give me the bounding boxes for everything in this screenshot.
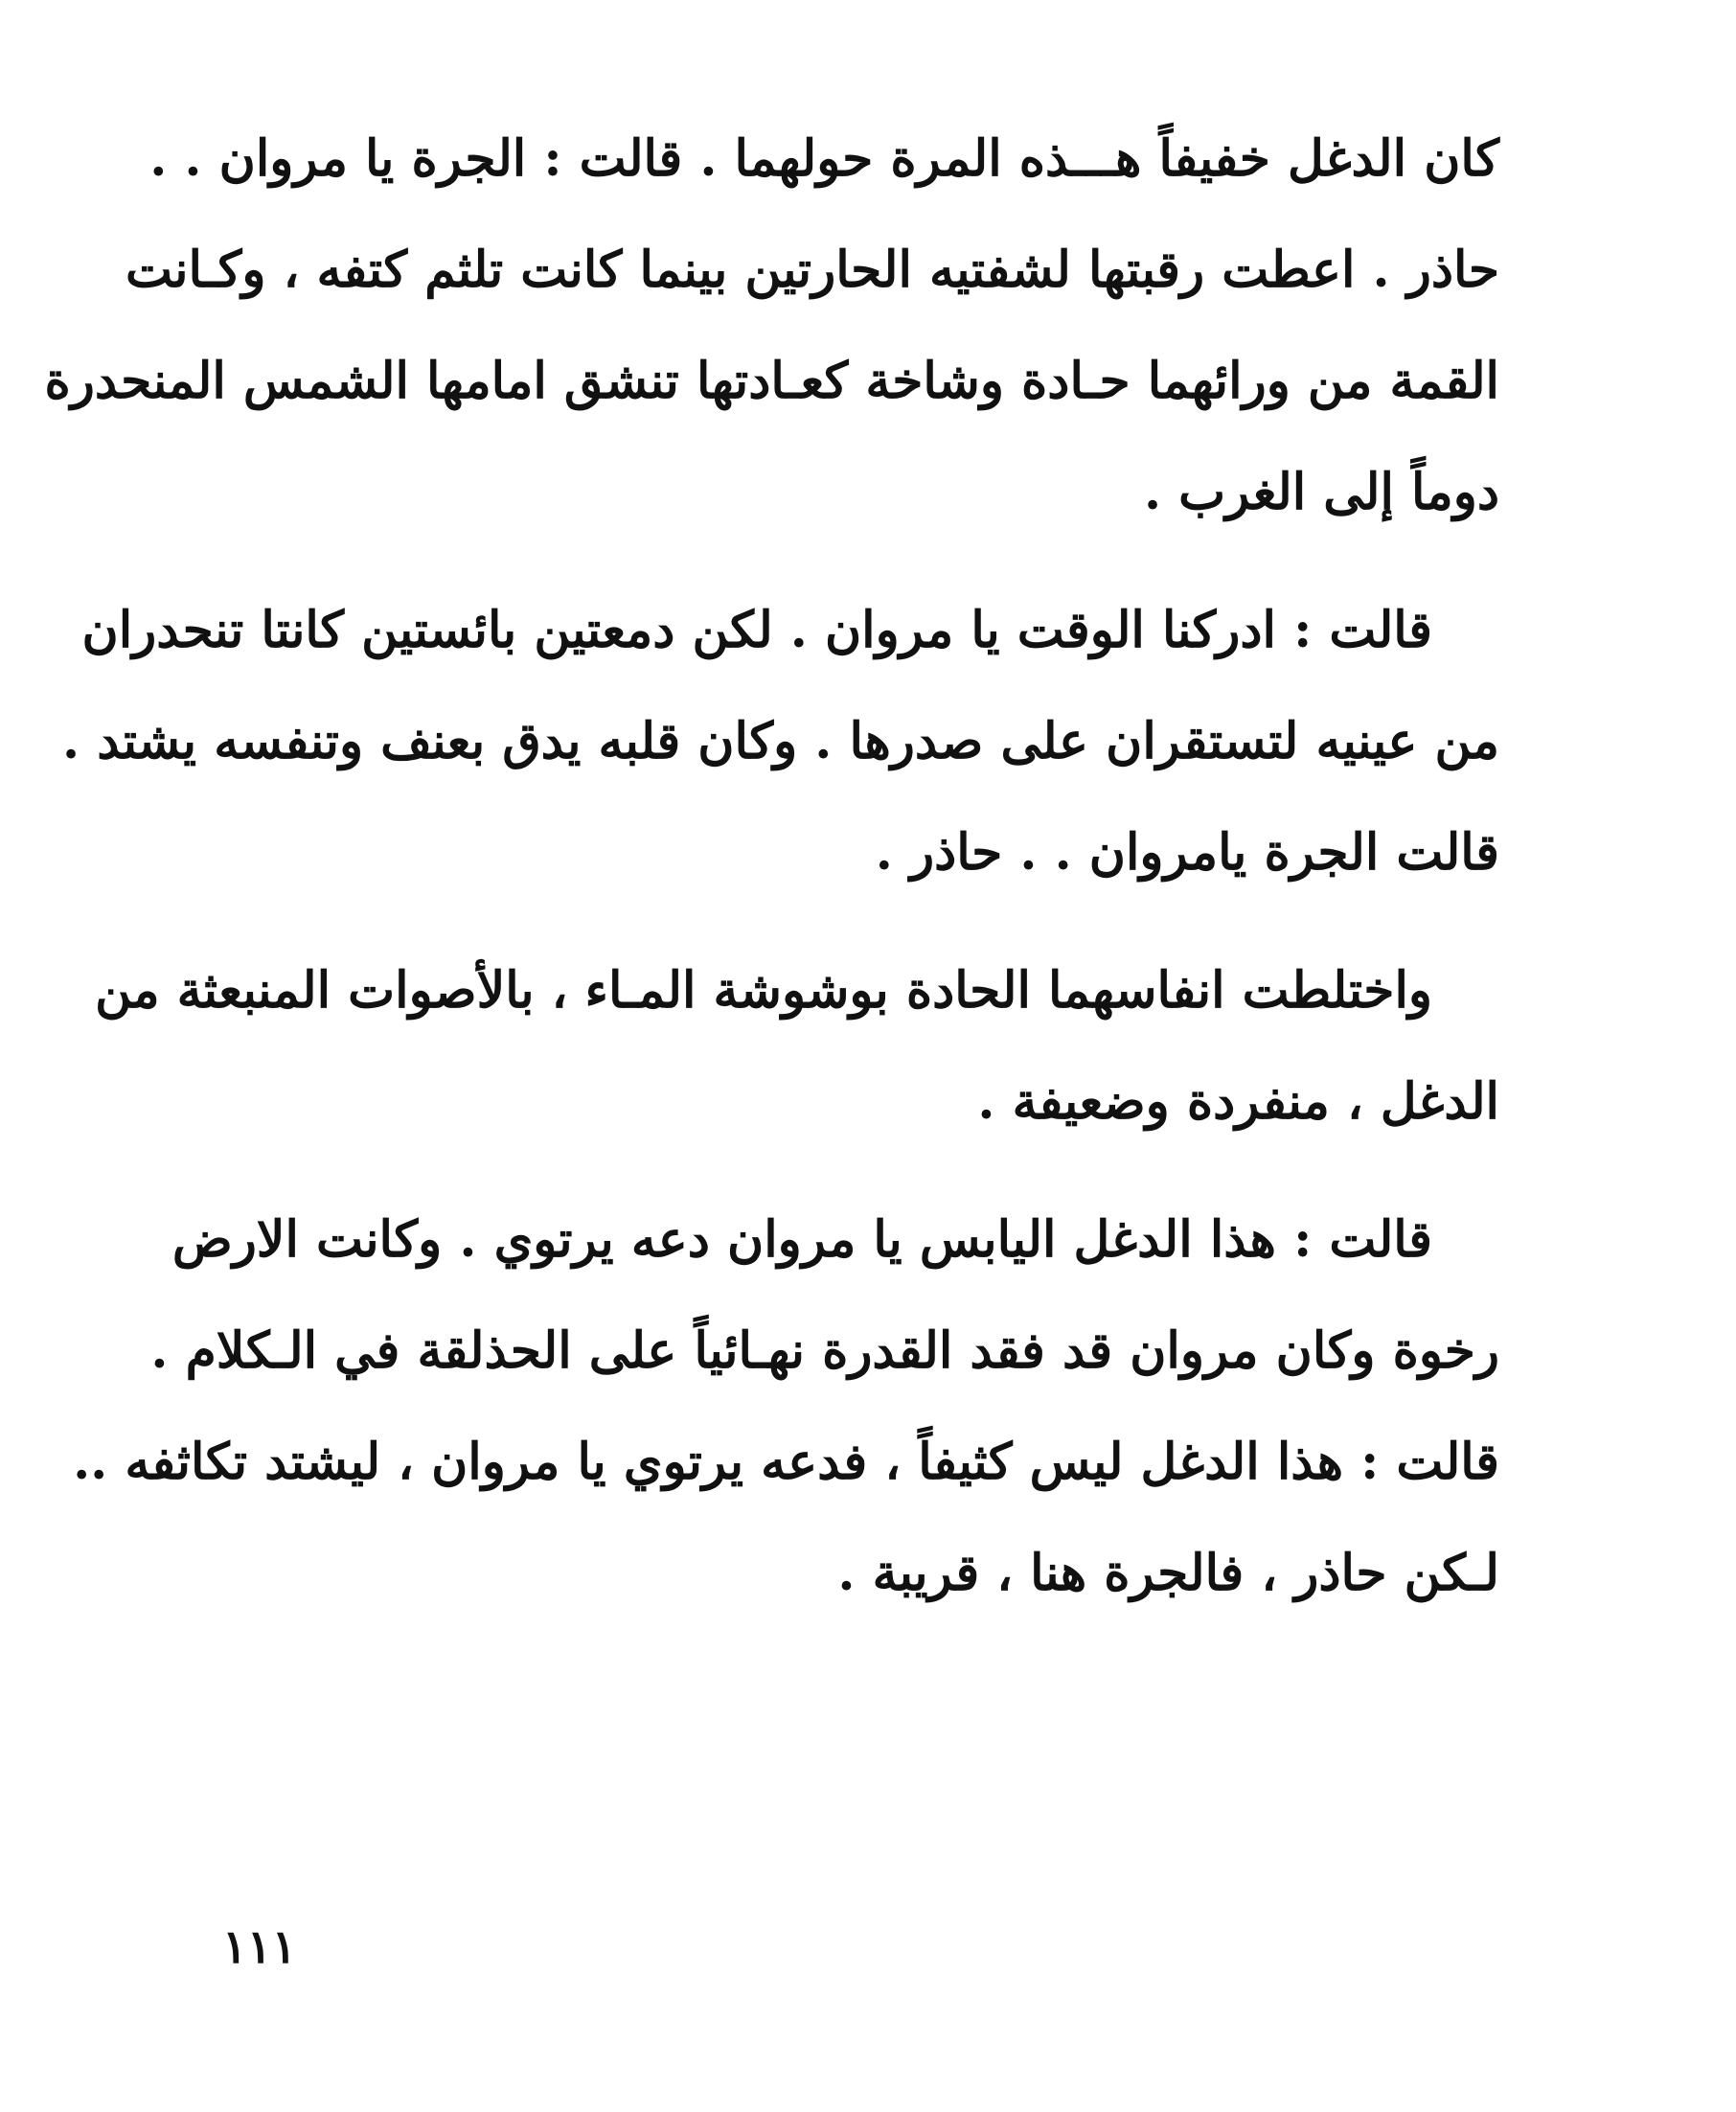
paragraph-spacer xyxy=(216,1158,1499,1184)
text-line: قالت : ادركنا الوقت يا مروان . لكن دمعتين بائستين كانتا تنحدران xyxy=(81,601,1432,659)
paragraph-4 xyxy=(73,1184,1499,1629)
text-line: قالت الجرة يامروان . . حاذر . xyxy=(875,823,1499,882)
paragraph-2 xyxy=(62,575,1499,908)
text-line: من عينيه لتستقران على صدرها . وكان قلبه يدق بعنف وتنفسه يشتد . xyxy=(62,712,1499,770)
text-line: واختلطت انفاسهما الحادة بوشوشة المـاء ، بالأصوات المنبعثة من xyxy=(95,961,1432,1020)
text-line: الدغل ، منفردة وضعيفة . xyxy=(977,1072,1499,1131)
text-line: كان الدغل خفيفاً هـــذه المرة حولهما . قالت : الجرة يا مروان . . xyxy=(149,129,1499,188)
paragraph-spacer xyxy=(216,908,1499,935)
text-line: دوماً إلى الغرب . xyxy=(1143,463,1499,521)
paragraph-spacer xyxy=(216,548,1499,575)
text-line: القمة من ورائهما حـادة وشاخة كعـادتها تنشق امامها الشمس المنحدرة xyxy=(44,352,1499,410)
paragraph-1 xyxy=(44,103,1499,548)
paragraph-3 xyxy=(95,935,1499,1158)
text-line: قالت : هذا الدغل اليابس يا مروان دعه يرتوي . وكانت الارض xyxy=(171,1210,1432,1269)
text-line: رخوة وكان مروان قد فقد القدرة نهـائياً على الحذلقة في الـكلام . xyxy=(150,1321,1499,1380)
text-line: حاذر . اعطت رقبتها لشفتيه الحارتين بينما كانت تلثم كتفه ، وكـانت xyxy=(126,241,1499,299)
text-line: لـكن حاذر ، فالجرة هنا ، قريبة . xyxy=(837,1544,1499,1602)
text-line: قالت : هذا الدغل ليس كثيفاً ، فدعه يرتوي يا مروان ، ليشتد تكاثفه .. xyxy=(73,1433,1499,1491)
page-number: ١١١ xyxy=(222,1920,297,1974)
body-text xyxy=(44,103,1499,1629)
